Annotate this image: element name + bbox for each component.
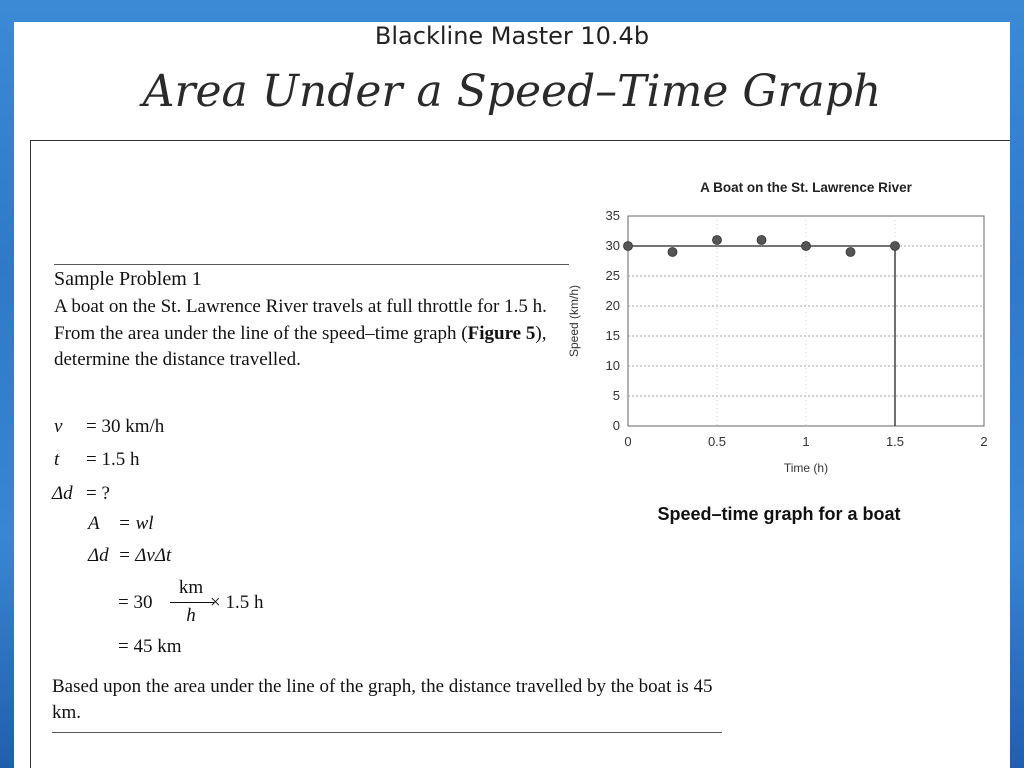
data-point [891,242,900,251]
fraction-numerator: km [178,577,204,598]
x-tick-label: 1 [802,434,810,449]
y-tick-label: 15 [605,328,620,343]
x-axis-label: Time (h) [783,461,829,475]
result-line: = 45 km [118,636,182,657]
problem-text-after: ), determine the distance travelled. [54,322,547,370]
given-value-v: = 30 km/h [86,416,165,437]
step-symbol-area: A [88,513,100,534]
fraction-bar [170,602,214,603]
y-tick-label: 30 [605,238,620,253]
chart-title: A Boat on the St. Lawrence River [700,180,912,195]
given-value-delta-d: = ? [86,483,110,504]
data-point [757,236,766,245]
figure-caption: Speed–time graph for a boat [657,504,901,524]
y-tick-label: 35 [605,208,620,223]
bottom-rule [52,732,722,733]
page-title: Area Under a Speed–Time Graph [142,66,882,117]
data-point [668,248,677,257]
fraction-denominator: h [186,605,196,626]
data-point [846,248,855,257]
data-point [713,236,722,245]
y-tick-label: 5 [612,388,620,403]
blackline-master-label: Blackline Master 10.4b [374,22,650,50]
step-value-delta-d: = ΔvΔt [118,545,172,566]
substitution-prefix: = 30 [118,592,153,613]
sample-problem-heading: Sample Problem 1 [54,268,202,290]
problem-text-before: A boat on the St. Lawrence River travels at full throttle for 1.5 h. From the area under the line of the speed–time graph ( [54,296,547,344]
y-tick-label: 0 [612,418,620,433]
y-tick-label: 10 [605,358,620,373]
x-tick-label: 1.5 [885,434,905,449]
y-axis-label: Speed (km/h) [567,284,581,358]
top-rule [54,264,569,265]
y-tick-label: 25 [605,268,620,283]
step-symbol-delta-d: Δd [88,545,109,566]
worksheet-page [14,22,1010,768]
x-tick-label: 0.5 [707,434,727,449]
given-value-t: = 1.5 h [86,449,140,470]
figure-reference: Figure 5 [467,322,536,344]
substitution-suffix: × 1.5 h [210,592,264,613]
data-point [802,242,811,251]
given-symbol-v: v [54,416,63,437]
problem-statement [54,294,574,374]
x-tick-label: 2 [980,434,988,449]
x-tick-label: 0 [624,434,632,449]
data-point [624,242,633,251]
y-tick-label: 20 [605,298,620,313]
conclusion-text: Based upon the area under the line of the graph, the distance travelled by the boat is 45 km. [52,676,713,723]
given-symbol-t: t [54,449,60,470]
given-symbol-delta-d: Δd [52,483,73,504]
speed-time-chart [554,172,1004,492]
step-value-area: = wl [118,513,154,534]
